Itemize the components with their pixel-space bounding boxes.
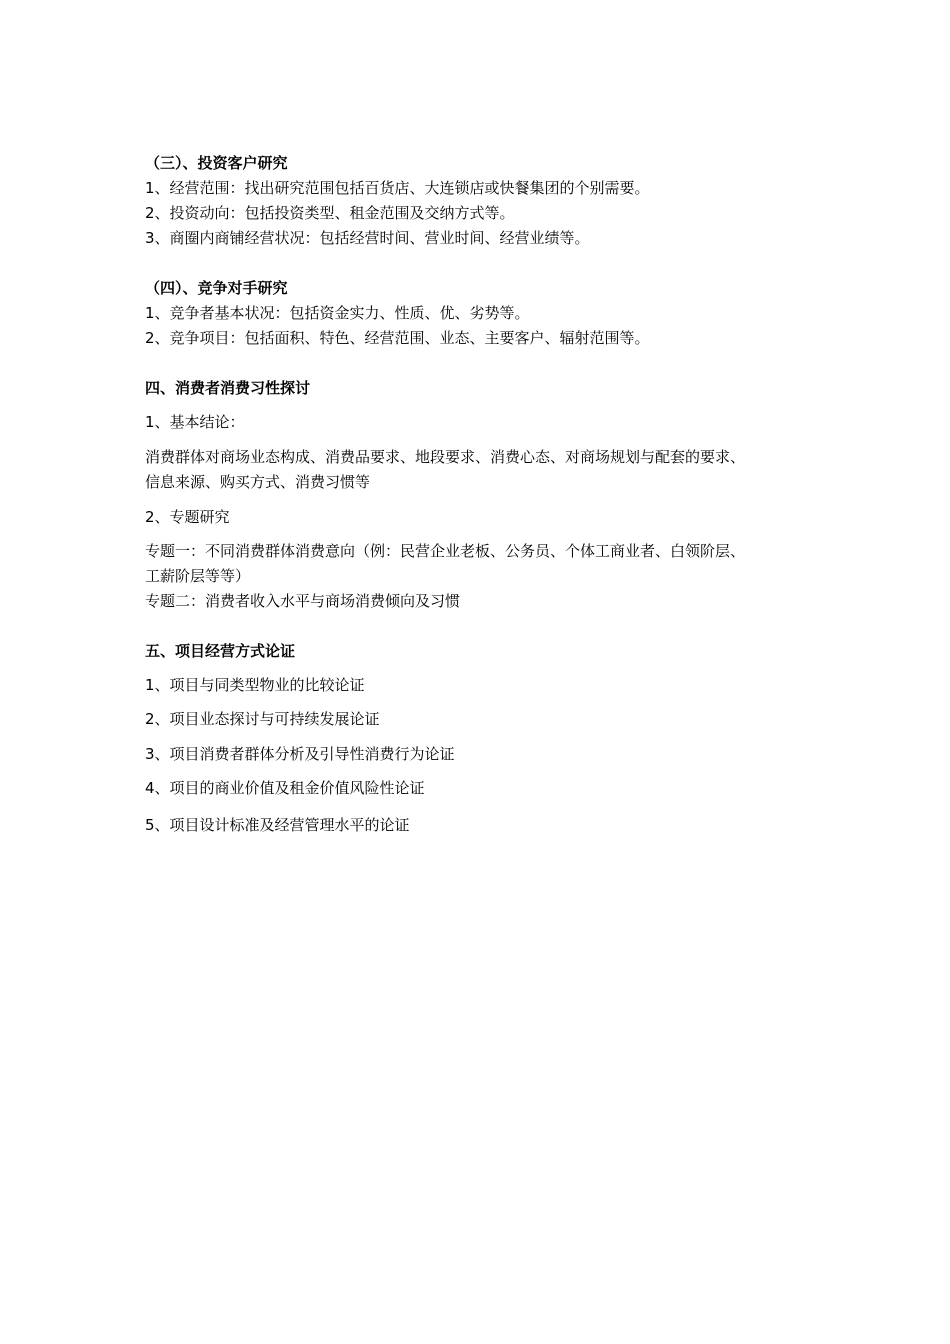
list-item: 2、项目业态探讨与可持续发展论证: [145, 710, 380, 728]
paragraph-line: 工薪阶层等等）: [145, 567, 251, 585]
part-heading-consumer-habits: 四、消费者消费习性探讨: [145, 379, 311, 397]
list-item: 5、项目设计标准及经营管理水平的论证: [145, 816, 410, 834]
paragraph-line: 专题二：消费者收入水平与商场消费倾向及习惯: [145, 592, 461, 610]
paragraph-line: 信息来源、购买方式、消费习惯等: [145, 473, 371, 491]
section-heading-competitor-research: （四）、竞争对手研究: [145, 279, 288, 297]
list-item: 3、项目消费者群体分析及引导性消费行为论证: [145, 745, 455, 763]
list-item: 3、商圈内商铺经营状况：包括经营时间、营业时间、经营业绩等。: [145, 229, 590, 247]
part-heading-operation-mode: 五、项目经营方式论证: [145, 642, 296, 660]
paragraph-line: 专题一：不同消费群体消费意向（例：民营企业老板、公务员、个体工商业者、白领阶层、: [145, 542, 746, 560]
subheading-topic-research: 2、专题研究: [145, 508, 230, 526]
list-item: 2、竞争项目：包括面积、特色、经营范围、业态、主要客户、辐射范围等。: [145, 329, 650, 347]
list-item: 4、项目的商业价值及租金价值风险性论证: [145, 779, 425, 797]
subheading-basic-conclusion: 1、基本结论：: [145, 413, 245, 431]
list-item: 1、项目与同类型物业的比较论证: [145, 676, 365, 694]
list-item: 1、经营范围：找出研究范围包括百货店、大连锁店或快餐集团的个别需要。: [145, 179, 650, 197]
list-item: 1、竞争者基本状况：包括资金实力、性质、优、劣势等。: [145, 304, 530, 322]
list-item: 2、投资动向：包括投资类型、租金范围及交纳方式等。: [145, 204, 515, 222]
section-heading-investor-research: （三）、投资客户研究: [145, 154, 288, 172]
paragraph-line: 消费群体对商场业态构成、消费品要求、地段要求、消费心态、对商场规划与配套的要求、: [145, 448, 746, 466]
